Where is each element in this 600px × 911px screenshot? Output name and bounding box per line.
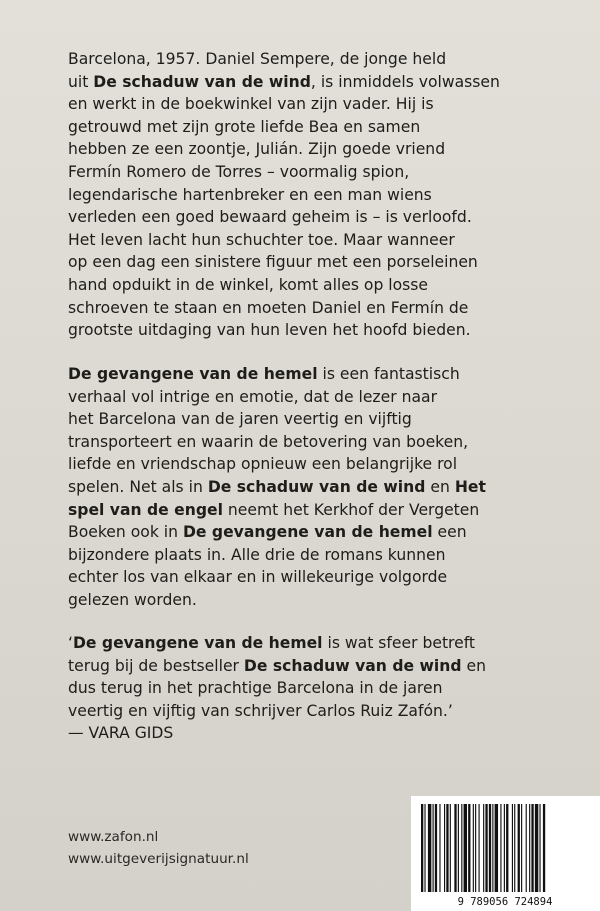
text-run: getrouwd met zijn grote liefde Bea en samen <box>68 117 421 136</box>
text-run: spelen. Net als in <box>68 477 208 496</box>
barcode-bar <box>526 804 527 892</box>
text-run: legendarische hartenbreker en een man wiens <box>68 185 432 204</box>
barcode-bar <box>444 804 445 892</box>
bold-title-text: spel van de engel <box>68 500 223 519</box>
barcode-bar <box>458 804 459 892</box>
bold-title-text: De schaduw van de wind <box>243 656 462 675</box>
barcode-bar <box>473 804 474 892</box>
website-list <box>68 826 249 870</box>
text-run: ‘ <box>68 634 73 652</box>
text-run: is wat sfeer betreft <box>322 634 476 652</box>
text-run: Barcelona, 1957. Daniel Sempere, de jonge held <box>68 50 447 68</box>
text-run: verleden een goed bewaard geheim is – is verloofd. <box>68 208 472 227</box>
barcode-bar <box>492 804 493 892</box>
barcode-bar <box>428 804 431 892</box>
text-run: verhaal vol intrige en emotie, dat de lezer naar <box>68 387 437 406</box>
barcode-bar <box>529 804 530 892</box>
barcode-bar <box>539 804 540 892</box>
text-run: op een dag een sinistere figuur met een porseleinen <box>68 253 478 272</box>
barcode-bar <box>489 804 491 892</box>
website-link-publisher[interactable]: www.uitgeverijsignatuur.nl <box>68 851 249 867</box>
bold-title-text: De schaduw van de wind <box>207 477 426 496</box>
text-run: — VARA GIDS <box>68 724 174 743</box>
text-run: gelezen worden. <box>68 590 197 609</box>
bold-title-text: De schaduw van de wind <box>93 72 311 91</box>
barcode-bar <box>468 804 470 892</box>
text-run: en <box>425 477 455 496</box>
barcode-bar <box>504 804 505 892</box>
barcode-bar <box>514 804 515 892</box>
text-run: liefde en vriendschap opnieuw een belangrijke rol <box>68 455 458 474</box>
bold-title-text: De gevangene van de hemel <box>72 634 323 652</box>
bold-title-text: De gevangene van de hemel <box>182 523 433 542</box>
text-run: bijzondere plaats in. Alle drie de romans kunnen <box>68 545 446 564</box>
barcode-bar <box>543 804 545 892</box>
text-run: echter los van elkaar en in willekeurige volgorde <box>68 568 448 587</box>
barcode-bar <box>421 804 423 892</box>
barcode-bar <box>483 804 484 892</box>
barcode-bar <box>521 804 522 892</box>
barcode-bar <box>433 804 434 892</box>
barcode-bar <box>535 804 538 892</box>
text-run: hand opduikt in de winkel, komt alles op losse <box>68 275 429 294</box>
barcode-bar <box>506 804 508 892</box>
text-run: Het leven lacht hun schuchter toe. Maar wanneer <box>68 230 455 249</box>
text-run: dus terug in het prachtige Barcelona in de jaren <box>68 679 443 698</box>
barcode-bar <box>500 804 501 892</box>
website-link-zafon[interactable]: www.zafon.nl <box>68 829 159 845</box>
isbn-barcode <box>411 796 600 911</box>
barcode-bar <box>475 804 476 892</box>
text-run: Fermín Romero de Torres – voormalig spion, <box>68 162 410 181</box>
barcode-bar <box>461 804 462 892</box>
barcode-bar <box>531 804 533 892</box>
text-run: neemt het Kerkhof der Vergeten <box>222 500 480 519</box>
text-run: is een fantastisch <box>317 365 460 383</box>
isbn-digits: 9 789056 724894 <box>457 896 553 908</box>
bold-title-text: Het <box>454 477 486 496</box>
blurb-paragraph-1 <box>68 48 588 342</box>
text-run: transporteert en waarin de betovering van boeken, <box>68 432 469 451</box>
text-run: en <box>461 656 486 675</box>
barcode-bar <box>479 804 480 892</box>
barcode-bar <box>495 804 498 892</box>
barcode-bar <box>450 804 451 892</box>
text-run: en werkt in de boekwinkel van zijn vader. Hij is <box>68 95 434 114</box>
barcode-bar <box>485 804 487 892</box>
text-run: hebben ze een zoontje, Julián. Zijn goede vriend <box>68 140 446 159</box>
barcode-bar <box>512 804 513 892</box>
text-run: Boeken ook in <box>68 523 183 542</box>
barcode-bar <box>424 804 425 892</box>
text-run: een <box>432 523 467 542</box>
barcode-bar <box>435 804 437 892</box>
text-run: schroeven te staan en moeten Daniel en Fermín de <box>68 298 469 317</box>
barcode-bar <box>464 804 467 892</box>
text-run: het Barcelona van de jaren veertig en vijftig <box>68 410 412 429</box>
barcode-bar <box>518 804 520 892</box>
text-run: veertig en vijftig van schrijver Carlos Ruiz Zafón.’ <box>68 701 453 720</box>
barcode-bar <box>439 804 440 892</box>
text-run: terug bij de bestseller <box>68 656 244 675</box>
bold-title-text: De gevangene van de hemel <box>68 365 318 383</box>
blurb-paragraph-2 <box>68 363 588 612</box>
text-run: grootste uitdaging van hun leven het hoofd bieden. <box>68 321 471 340</box>
text-run: uit <box>68 72 94 91</box>
barcode-bar <box>446 804 448 892</box>
review-quote <box>68 632 588 745</box>
barcode-bar <box>454 804 456 892</box>
text-run: , is inmiddels volwassen <box>310 72 500 91</box>
